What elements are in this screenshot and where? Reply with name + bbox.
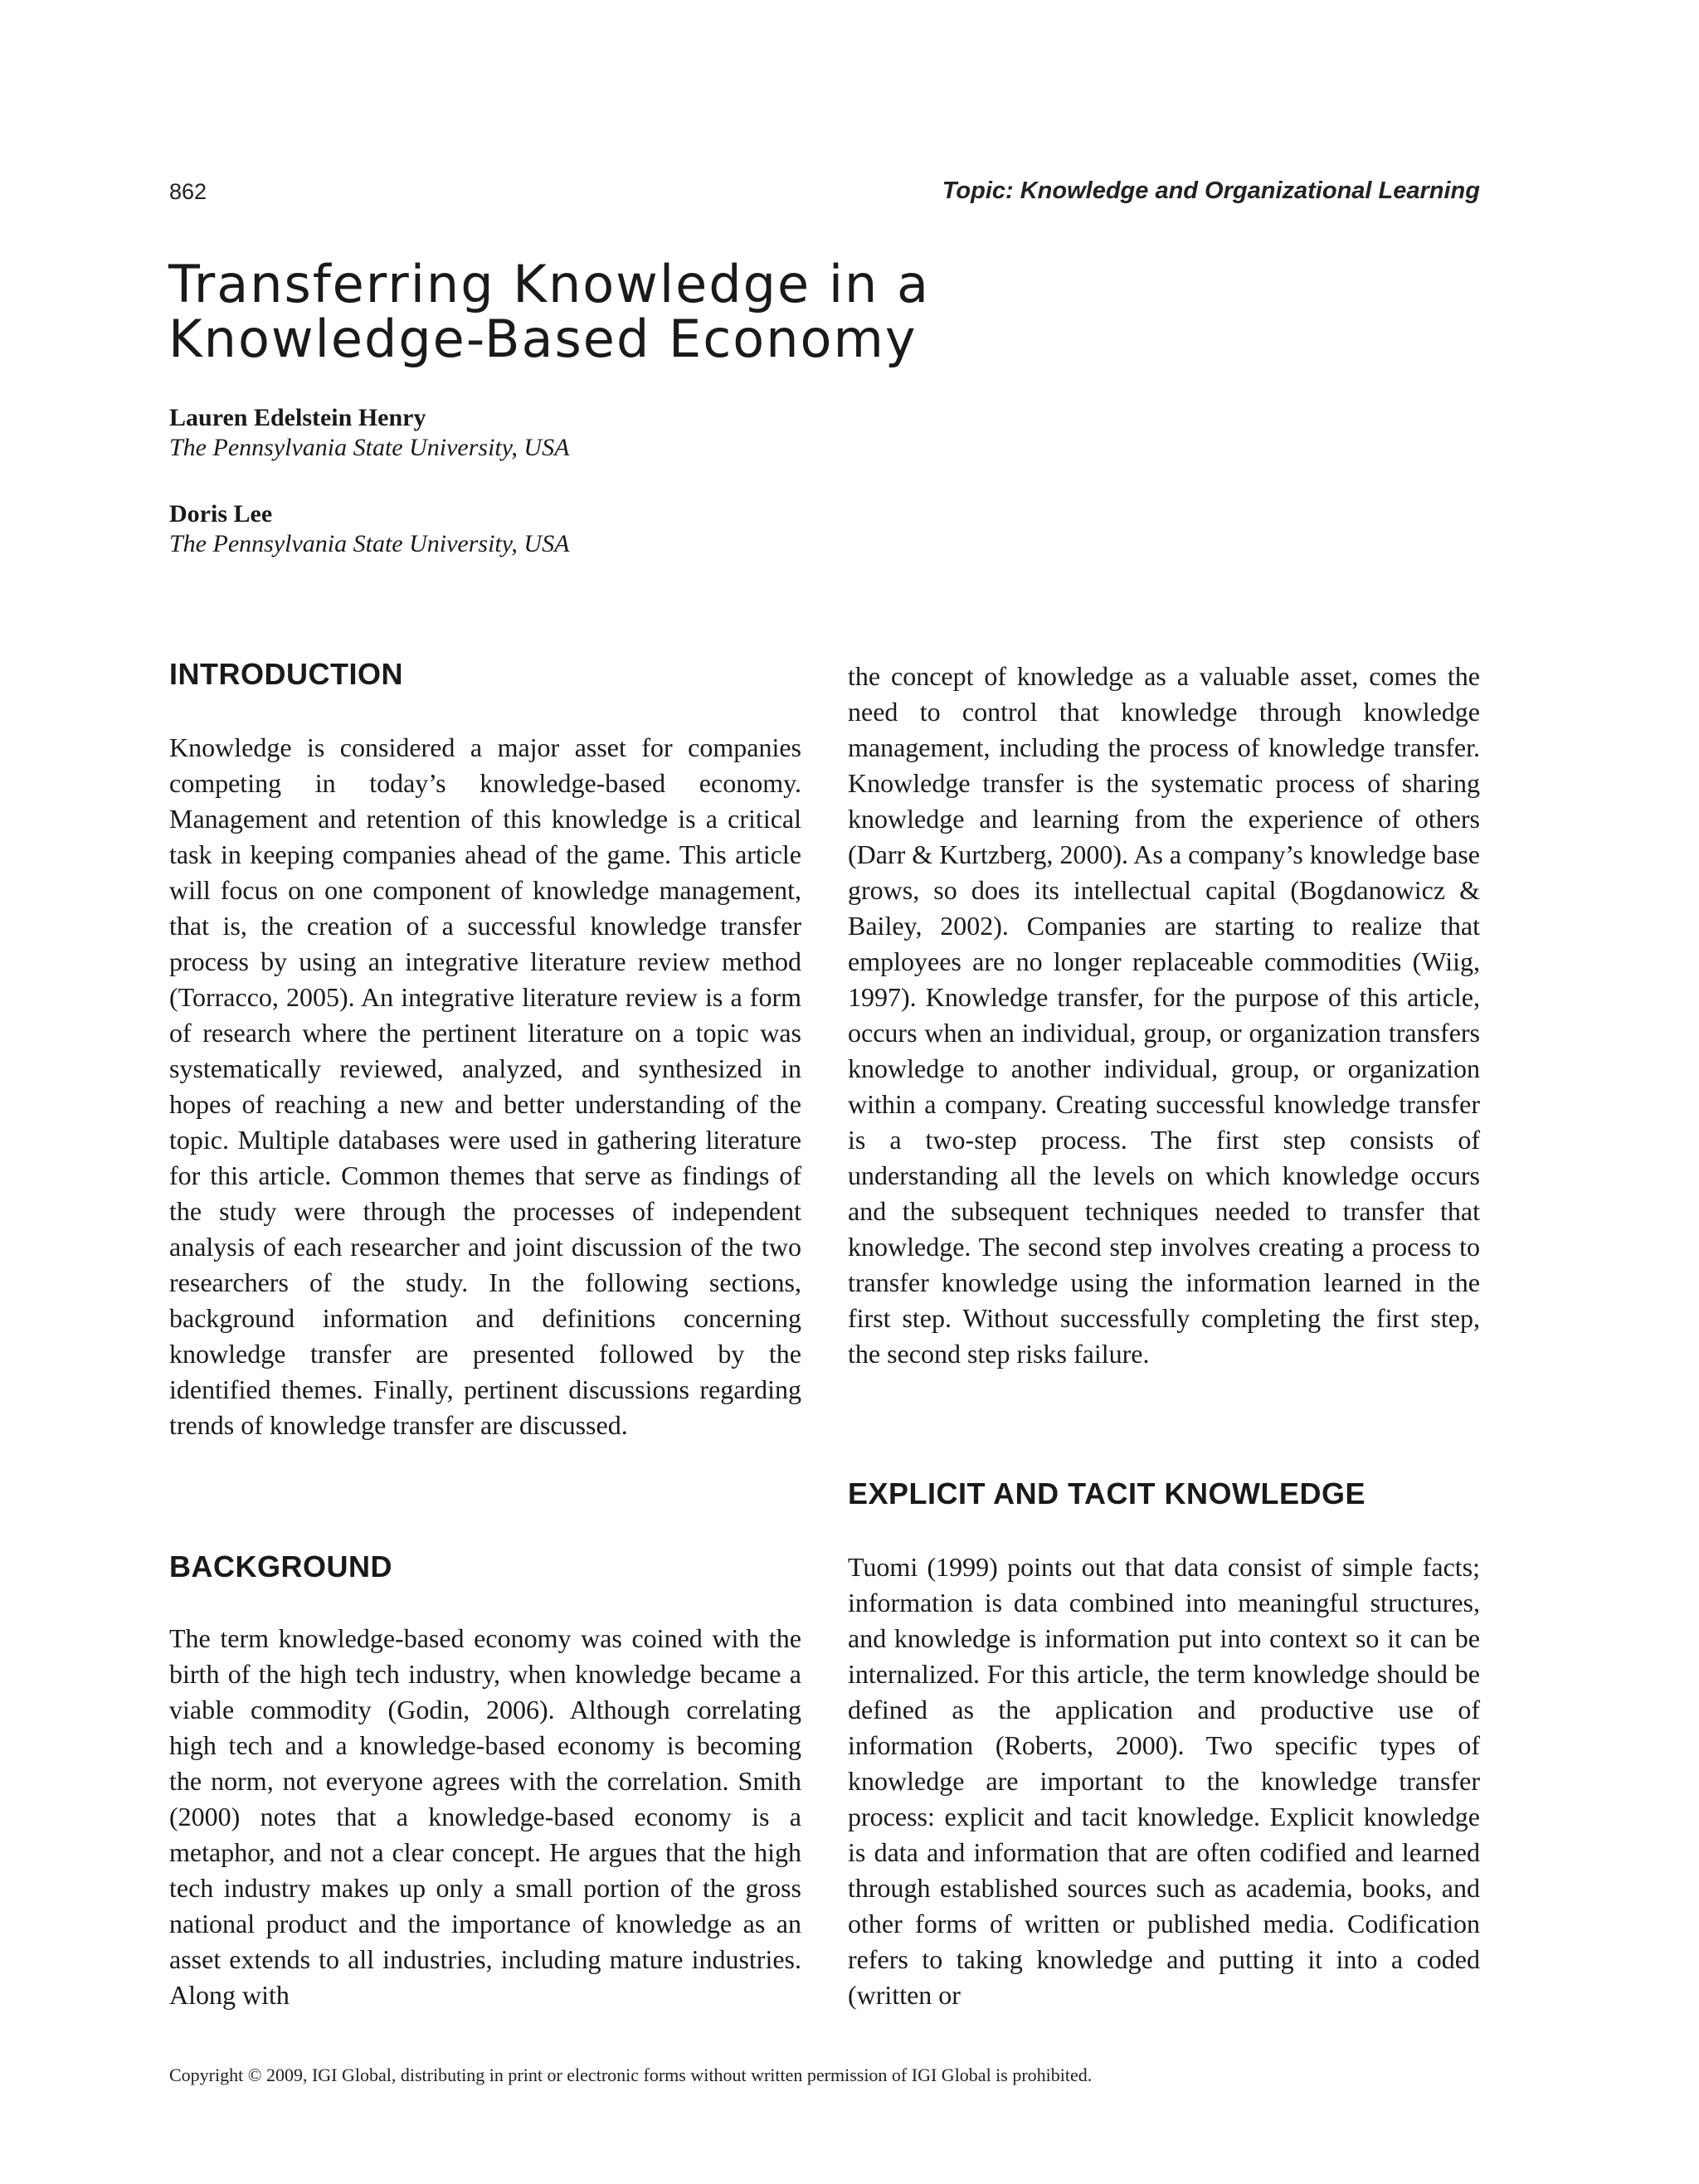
introduction-heading-block (169, 657, 801, 692)
introduction-body-block (169, 730, 801, 1443)
page-number: 862 (169, 179, 207, 204)
running-header-topic: Topic: Knowledge and Organizational Learning (942, 178, 1480, 204)
background-paragraph-continued: the concept of knowledge as a valuable asset, comes the need to control that knowledge through knowledge management, including the process of knowledge transfer. Knowledge transfer is the systematic process of sharing knowledge and learning from the experience of others (Darr & Kurtzberg, 2000). As a company’s knowledge base grows, so does its intellectual capital (Bogdanowicz & Bailey, 2002). Companies are starting to realize that employees are no longer replaceable commodities (Wiig, 1997). Knowledge transfer, for the purpose of this article, occurs when an individual, group, or organization transfers knowledge to another individual, group, or organization within a company. Creating successful knowledge transfer is a two-step process. The first step consists of understanding all the levels on which knowledge occurs and the subsequent techniques needed to transfer that knowledge. The second step involves creating a process to transfer knowledge using the information learned in the first step. Without successfully completing the first step, the second step risks failure. (848, 661, 1480, 1369)
section-heading-explicit-tacit-knowledge: EXPLICIT AND TACIT KNOWLEDGE (848, 1476, 1366, 1510)
background-heading-block (169, 1549, 801, 1584)
introduction-paragraph: Knowledge is considered a major asset for companies competing in today’s knowledge-based economy. Management and retention of this knowledge is a critical task in keeping companies ahead of the game. This article will focus on one component of knowledge management, that is, the creation of a successful knowledge transfer process by using an integrative literature review method (Torracco, 2005). An integrative literature review is a form of research where the pertinent literature on a topic was systematically reviewed, analyzed, and synthesized in hopes of reaching a new and better understanding of the topic. Multiple databases were used in gathering literature for this article. Common themes that serve as findings of the study were through the processes of independent analysis of each researcher and joint discussion of the two researchers of the study. In the following sections, background information and definitions concerning knowledge transfer are presented followed by the identified themes. Finally, pertinent discussions regarding trends of knowledge transfer are discussed. (169, 732, 801, 1440)
explicit-tacit-heading-block (848, 1476, 1480, 1511)
author-block (169, 499, 569, 559)
article-title-line-2: Knowledge-Based Economy (168, 309, 918, 369)
section-heading-introduction: INTRODUCTION (169, 657, 403, 691)
author-name: Lauren Edelstein Henry (169, 404, 426, 431)
article-title-line-1: Transferring Knowledge in a (168, 254, 931, 314)
section-heading-background: BACKGROUND (169, 1549, 392, 1583)
author-affiliation: The Pennsylvania State University, USA (169, 530, 570, 557)
explicit-tacit-paragraph: Tuomi (1999) points out that data consist of simple facts; information is data combined into meaningful structures, and knowledge is information put into context so it can be internalized. For this article, the term knowledge should be defined as the application and productive use of information (Roberts, 2000). Two specific types of knowledge are important to the knowledge transfer process: explicit and tacit knowledge. Explicit knowledge is data and information that are often codified and learned through established sources such as academia, books, and other forms of written or published media. Codification refers to taking knowledge and putting it into a coded (written or (848, 1552, 1480, 2010)
author-name: Doris Lee (169, 500, 273, 528)
author-block (169, 403, 569, 463)
author-affiliation: The Pennsylvania State University, USA (169, 434, 570, 461)
explicit-tacit-body-block (848, 1549, 1480, 2013)
background-body-block (169, 1621, 801, 2013)
background-continued-block (848, 659, 1480, 1372)
article-title (168, 254, 1247, 369)
background-paragraph: The term knowledge-based economy was coined with the birth of the high tech industry, when knowledge became a viable commodity (Godin, 2006). Although correlating high tech and a knowledge-based economy is becoming the norm, not everyone agrees with the correlation. Smith (2000) notes that a knowledge-based economy is a metaphor, and not a clear concept. He argues that the high tech industry makes up only a small portion of the gross national product and the importance of knowledge as an asset extends to all industries, including mature industries. Along with (169, 1623, 801, 2010)
copyright-notice: Copyright © 2009, IGI Global, distributing in print or electronic forms without written permission of IGI Global is prohibited. (169, 2065, 1093, 2085)
